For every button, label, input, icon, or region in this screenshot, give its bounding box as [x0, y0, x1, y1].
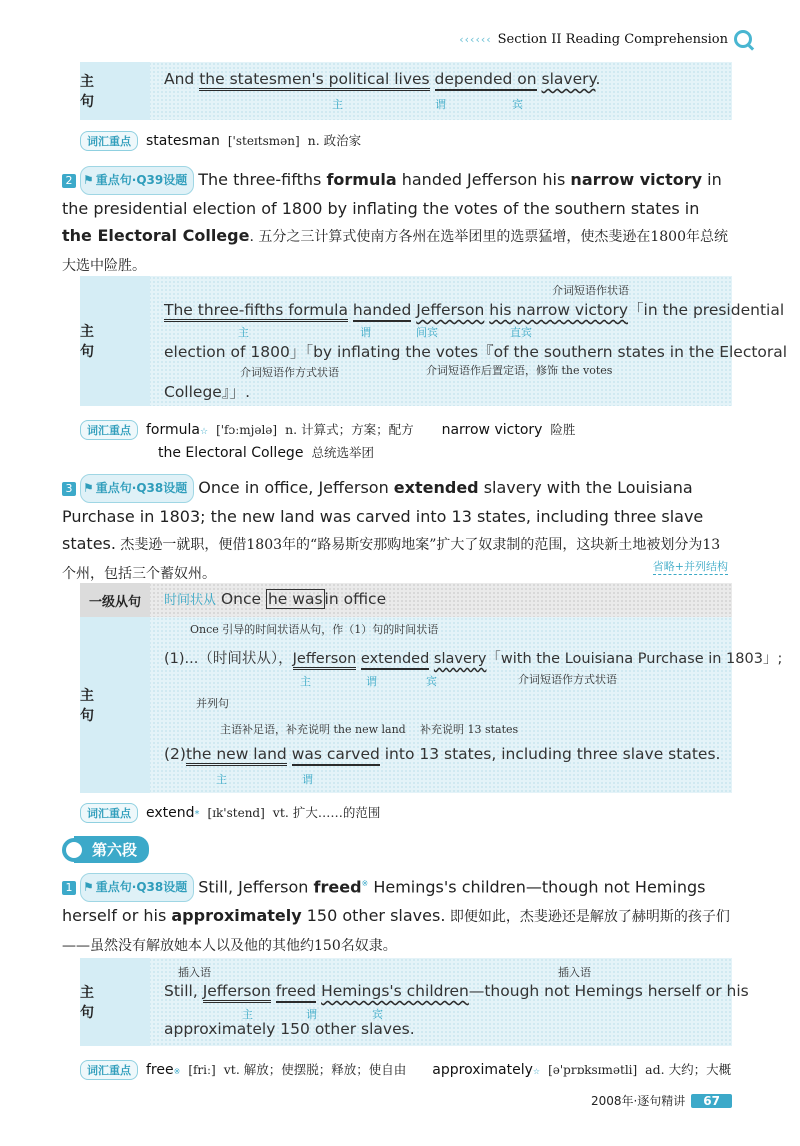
chinese-translation: 即便如此，杰斐逊还是解放了赫明斯的孩子们——虽然没有解放她本人以及他的其他约150名奴隶。: [62, 909, 730, 955]
vocab-line-2b: the Electoral College 总统选举团: [158, 445, 374, 461]
clause-sentence: 时间状从 Once he was in office: [164, 590, 387, 608]
role-do: 直宾: [510, 326, 532, 339]
note-once: Once 引导的时间状语从句，作（1）句的时间状语: [190, 623, 439, 636]
role-verb: 谓: [435, 98, 446, 111]
box-label: 主 句: [80, 958, 150, 1046]
analysis-box-main-3: [80, 617, 783, 793]
role-object: 宾: [372, 1008, 383, 1021]
sentence-1: (1)...（时间状从），Jefferson extended slavery「with the Louisiana Purchase in 1803」;: [164, 647, 724, 668]
analysis-box-main-4: [80, 958, 749, 1046]
sentence-line-1: The three-fifths formula handed Jefferson his narrow victory「in the presidential: [164, 298, 724, 320]
role-verb-2: 谓: [302, 773, 313, 786]
key-sentence-tag: ⚑ 重点句·Q38设题: [80, 873, 194, 902]
verb-span: depended on: [435, 70, 537, 91]
sentence-line-3: College』」.: [164, 383, 251, 401]
box-label: 主 句: [80, 62, 150, 120]
role-subject: 主: [242, 1008, 253, 1021]
key-sentence-tag: ⚑ 重点句·Q39设题: [80, 166, 194, 195]
key-sentence-tag: ⚑ 重点句·Q38设题: [80, 474, 194, 503]
vocab-line-2: 词汇重点 formula ☆ ['fɔːmjələ] n. 计算式；方案；配方 narrow victory 险胜: [80, 420, 575, 440]
vocab-phonetic: ['steɪtsmən]: [227, 134, 300, 148]
role-verb: 谓: [306, 1008, 317, 1021]
vocab-line-4: 词汇重点 free ※ [friː] vt. 解放；使摆脱；释放；使自由 approximately ☆ [ə'prɒksɪmətli] ad. 大约；大概: [80, 1060, 731, 1080]
book-title: 2008年·逐句精讲: [590, 1094, 686, 1108]
flag-icon: ⚑: [83, 880, 94, 895]
role-object: 宾: [512, 98, 523, 111]
box-label: 一级从句: [80, 583, 150, 617]
flag-icon: ⚑: [83, 481, 94, 495]
paragraph-2: 2 ⚑ 重点句·Q39设题 The three-fifths formula handed Jefferson his narrow victory in the presidential election of 1800 by inflating the votes of the southern states in the Electoral College. 五分之三计算式使南方各州在选举团里的选票猛增，使杰斐逊在1800年总统大选中险胜。: [62, 166, 734, 280]
subject-span: the statesmen's political lives: [199, 70, 429, 91]
parallel-label: 并列句: [196, 697, 229, 710]
role-subject: 主: [238, 326, 249, 339]
page-number: 67: [691, 1094, 732, 1108]
role-subject-2: 主: [216, 773, 227, 786]
role-verb: 谓: [366, 675, 377, 688]
page-header: [459, 30, 752, 48]
note-insert-2: 插入语: [558, 966, 591, 979]
sentence-line-1: Still, Jefferson freed Hemings's children—though not Hemings herself or his: [164, 982, 724, 1000]
flag-icon: ⚑: [83, 173, 94, 187]
vocab-line-1: [80, 131, 361, 151]
note-complement: 主语补足语，补充说明 the new land: [220, 723, 406, 736]
role-subject: 主: [332, 98, 343, 111]
role-io: 间宾: [416, 326, 438, 339]
paragraph-4: 1 ⚑ 重点句·Q38设题 Still, Jefferson freed※ Hemings's children—though not Hemings herself or his approximately 150 other slaves. 即便如此，杰斐逊还是解放了赫明斯的孩子们——虽然没有解放她本人以及他的其他约150名奴隶。: [62, 870, 734, 960]
vocab-definition: n. 政治家: [307, 133, 362, 148]
page-footer: [591, 1092, 732, 1109]
note-postmodifier: 介词短语作后置定语，修饰 the votes: [426, 364, 613, 377]
vocab-word: formula: [146, 422, 200, 438]
vocab-word-2: narrow victory: [441, 422, 543, 438]
sentence-line-2: election of 1800」「by inflating the votes『of the southern states in the Electoral: [164, 343, 788, 361]
sentence-number: 1: [62, 881, 76, 895]
section-ring-icon: [62, 838, 86, 862]
role-object: 宾: [426, 675, 437, 688]
vocab-tag: 词汇重点: [80, 131, 138, 151]
chinese-translation: 杰斐逊一就职，便借1803年的“路易斯安那购地案”扩大了奴隶制的范围，这块新土地被划分为13个州，包括三个蓄奴州。: [62, 537, 721, 582]
vocab-word-3: the Electoral College: [158, 445, 304, 461]
note-adverbial: 介词短语作状语: [552, 284, 629, 297]
vocab-tag: 词汇重点: [80, 420, 138, 440]
sentence-2: (2)the new land was carved into 13 states, including three slave states.: [164, 745, 724, 763]
omit-structure-tag: 省略+并列结构: [652, 560, 728, 573]
note-complement-2: 补充说明 13 states: [420, 723, 519, 736]
vocab-tag: 词汇重点: [80, 803, 138, 823]
note-insert-1: 插入语: [178, 966, 211, 979]
paragraph-3: 3 ⚑ 重点句·Q38设题 Once in office, Jefferson extended slavery with the Louisiana Purchase in 1803; the new land was carved into 13 states, including three slave states. 杰斐逊一就职，便借1803年的“路易斯安那购地案”扩大了奴隶制的范围，这块新土地被划分为13个州，包括三个蓄奴州。: [62, 474, 734, 588]
sentence: And the statesmen's political lives depended on slavery.: [164, 70, 724, 88]
chinese-translation: . 五分之三计算式使南方各州在选举团里的选票猛增，使杰斐逊在1800年总统大选中险胜。: [62, 229, 728, 274]
magnifier-q-icon: [734, 30, 752, 48]
note-manner: 介词短语作方式状语: [240, 366, 339, 379]
vocab-word-2: approximately: [432, 1062, 533, 1078]
sentence-number: 2: [62, 174, 76, 188]
vocab-tag: 词汇重点: [80, 1060, 138, 1080]
section-heading: [62, 836, 149, 863]
object-span: slavery: [541, 70, 596, 88]
section-title: Section II Reading Comprehension: [497, 31, 728, 47]
analysis-box-main-2: [80, 276, 788, 406]
analysis-box-main-1: [80, 62, 732, 120]
vocab-word: statesman: [146, 133, 220, 149]
box-label: 主 句: [80, 617, 150, 793]
analysis-box-subclause: [80, 583, 732, 617]
vocab-word: free: [146, 1062, 174, 1078]
box-label: 主 句: [80, 276, 150, 406]
role-subject: 主: [300, 675, 311, 688]
vocab-line-3: 词汇重点 extend * [ɪk'stend] vt. 扩大……的范围: [80, 803, 380, 823]
arrows-decoration: ‹‹‹‹‹‹: [459, 32, 492, 46]
vocab-word: extend: [146, 805, 195, 821]
role-verb: 谓: [360, 326, 371, 339]
sentence-line-2: approximately 150 other slaves.: [164, 1020, 415, 1038]
sentence-number: 3: [62, 482, 76, 496]
note-manner: 介词短语作方式状语: [518, 673, 617, 686]
section-title-pill: 第六段: [74, 836, 149, 863]
